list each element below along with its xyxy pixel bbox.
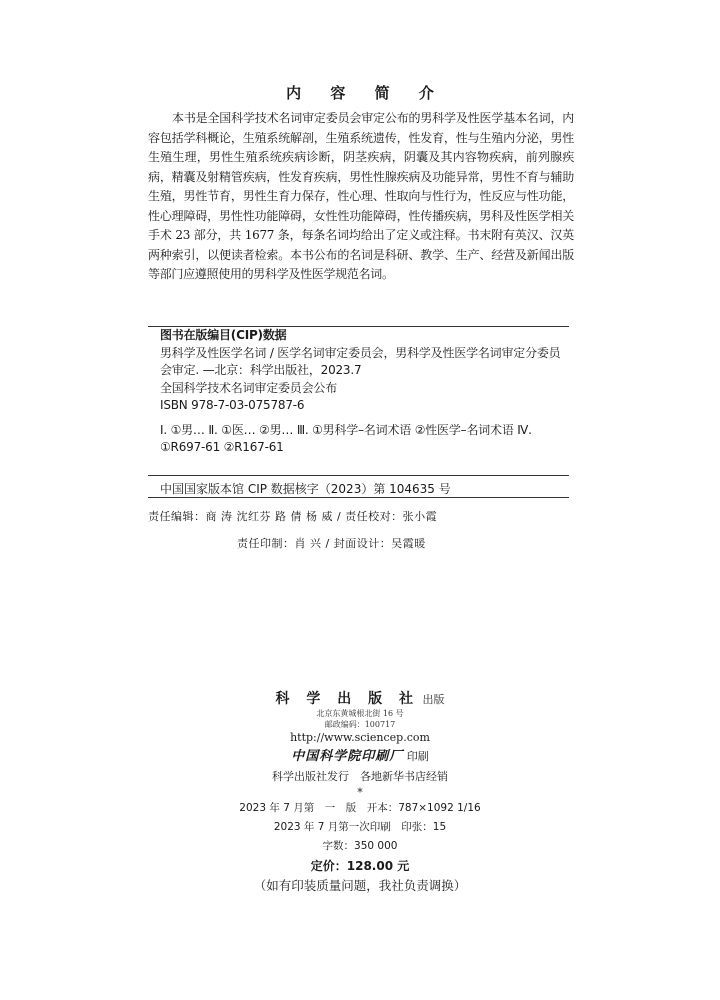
publisher-name-suffix: 出版 bbox=[422, 693, 445, 706]
intro-heading: 内 容 简 介 bbox=[286, 84, 446, 102]
publisher-block bbox=[0, 690, 720, 896]
price: 定价：128.00 元 bbox=[310, 859, 410, 873]
cip-isbn: ISBN 978-7-03-075787-6 bbox=[160, 398, 305, 412]
cip-classification: Ⅰ. ①男… Ⅱ. ①医… ②男… Ⅲ. ①男科学–名词术语 ②性医学–名词术语 Ⅳ. ①R697-61 ②R167-61 bbox=[160, 422, 532, 454]
cip-middle-rule bbox=[148, 475, 569, 476]
cip-record: 男科学及性医学名词 / 医学名词审定委员会，男科学及性医学名词审定分委员会审定. —北京：科学出版社，2023.7 bbox=[160, 345, 561, 377]
separator-star: * bbox=[357, 786, 363, 799]
publisher-url: http://www.sciencep.com bbox=[290, 731, 430, 744]
quality-notice: （如有印装质量问题，我社负责调换） bbox=[253, 878, 467, 893]
cip-title: 图书在版编目(CIP)数据 bbox=[160, 328, 287, 342]
cip-block bbox=[160, 327, 572, 457]
intro-paragraph: 本书是全国科学技术名词审定委员会审定公布的男科学及性医学基本名词，内容包括学科概论，生殖系统解剖，生殖系统遗传，性发育，性与生殖内分泌，男性生殖生理，男性生殖系统疾病诊断，阴茎疾病，阴囊及其内容物疾病，前列腺疾病，精囊及射精管疾病，性发育疾病，男性性腺疾病及功能异常，男性不育与辅助生殖，男性节育，男性生育力保存，性心理、性取向与性行为，性反应与性功能，性心理障碍，男性性功能障碍，女性性功能障碍，性传播疾病，男科及性医学相关手术 23 部分，共 1677 条，每条名词均给出了定义或注释。书末附有英汉、汉英两种索引，以便读者检索。本书公布的名词是科研、教学、生产、经营及新闻出版等部门应遵照使用的男科学及性医学规范名词。 bbox=[148, 111, 574, 281]
cip-number: 中国国家版本馆 CIP 数据核字（2023）第 104635 号 bbox=[160, 482, 451, 496]
printer-row bbox=[0, 746, 720, 768]
edition-line: 2023 年 7 月第 一 版 开本：787×1092 1/16 bbox=[239, 802, 481, 814]
intro-section bbox=[148, 109, 574, 285]
printing-line: 2023 年 7 月第一次印刷 印张：15 bbox=[273, 821, 447, 833]
distribution-line: 科学出版社发行 各地新华书店经销 bbox=[272, 770, 448, 783]
publisher-name-row bbox=[0, 690, 720, 708]
printer-suffix: 印刷 bbox=[406, 750, 429, 763]
publisher-logotype: 科 学 出 版 社 bbox=[275, 691, 419, 707]
printer-logotype: 中国科学院印刷厂 bbox=[291, 749, 404, 764]
cip-author: 全国科学技术名词审定委员会公布 bbox=[160, 380, 338, 395]
staff-printing-cover: 责任印制：肖 兴 / 封面设计：吴霞暖 bbox=[237, 537, 426, 550]
cip-bottom-rule bbox=[148, 497, 569, 498]
staff-editors: 责任编辑：商 涛 沈红芬 路 倩 杨 威 / 责任校对：张小霞 bbox=[148, 510, 438, 523]
publisher-address: 北京东黄城根北街 16 号 bbox=[316, 709, 404, 718]
publisher-postcode: 邮政编码：100717 bbox=[324, 720, 396, 729]
word-count: 字数：350 000 bbox=[322, 840, 398, 852]
